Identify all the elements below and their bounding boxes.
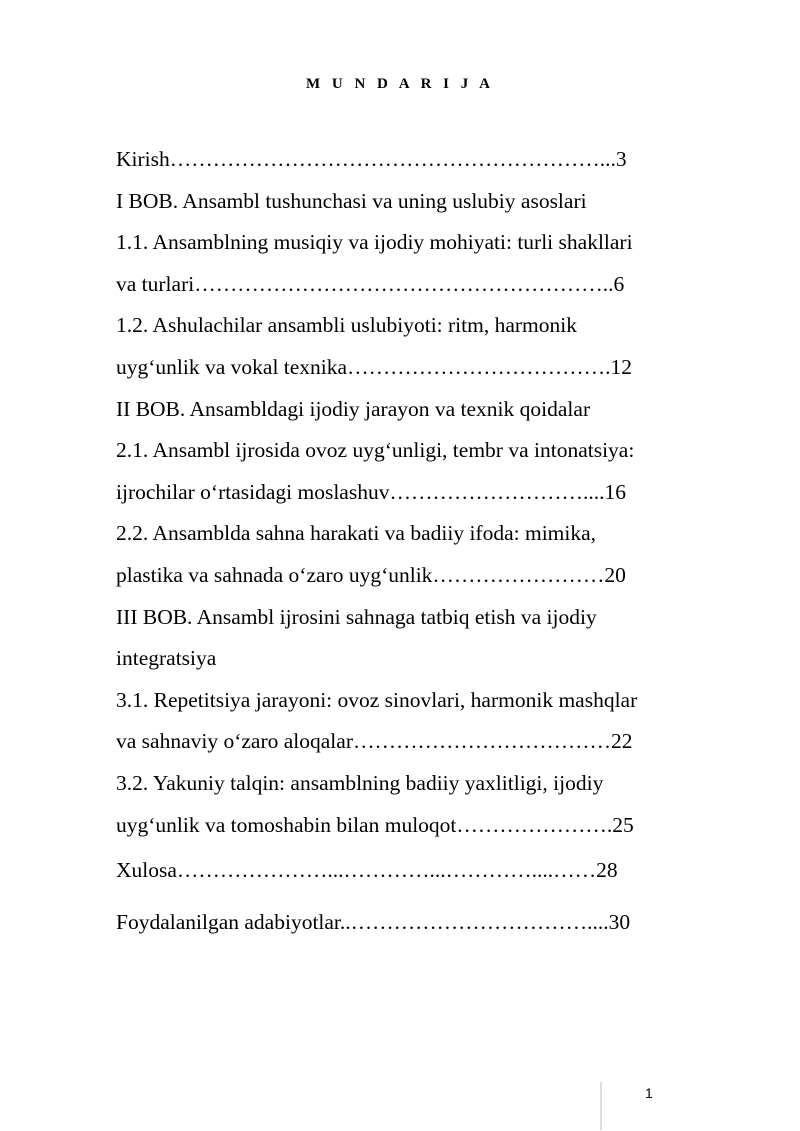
toc-section-1-2-line-2: uyg‘unlik va vokal texnika……………………………….12 xyxy=(116,354,632,379)
toc-section-1-1-line-1: 1.1. Ansamblning musiqiy va ijodiy mohiyati: turli shakllari xyxy=(116,230,633,255)
page-number: 1 xyxy=(645,1085,653,1101)
toc-section-3-1-line-2: va sahnaviy o‘zaro aloqalar………………………………22 xyxy=(116,729,633,754)
toc-chapter-3-heading-line-2: integratsiya xyxy=(116,646,217,671)
toc-section-2-2-line-1: 2.2. Ansamblda sahna harakati va badiiy ifoda: mimika, xyxy=(116,521,597,546)
table-of-contents xyxy=(116,143,716,947)
toc-section-3-1-line-1: 3.1. Repetitsiya jarayoni: ovoz sinovlari, harmonik mashqlar xyxy=(116,687,638,712)
toc-section-3-2-line-1: 3.2. Yakuniy talqin: ansamblning badiiy yaxlitligi, ijodiy xyxy=(116,770,604,795)
toc-section-1-1-line-2: va turlari…………………………………………………..6 xyxy=(116,271,625,296)
toc-entry-conclusion: Xulosa…………………...…………...…………....……28 xyxy=(116,858,618,883)
toc-section-2-2-line-2: plastika va sahnada o‘zaro uyg‘unlik……………………20 xyxy=(116,562,626,587)
toc-chapter-2-heading: II BOB. Ansambldagi ijodiy jarayon va texnik qoidalar xyxy=(116,396,591,421)
toc-chapter-3-heading-line-1: III BOB. Ansambl ijrosini sahnaga tatbiq etish va ijodiy xyxy=(116,604,597,629)
toc-section-1-2-line-1: 1.2. Ashulachilar ansambli uslubiyoti: ritm, harmonik xyxy=(116,313,578,338)
toc-chapter-1-heading: I BOB. Ansambl tushunchasi va uning uslubiy asoslari xyxy=(116,188,587,213)
page-title: M U N D A R I J A xyxy=(305,76,494,92)
footer-divider xyxy=(600,1082,602,1130)
toc-section-2-1-line-2: ijrochilar o‘rtasidagi moslashuv………………………....16 xyxy=(116,479,626,504)
toc-entry-references: Foydalanilgan adabiyotlar..……………………………....30 xyxy=(116,909,631,934)
toc-entry-introduction: Kirish……………………………………………………...3 xyxy=(116,147,627,171)
toc-section-3-2-line-2: uyg‘unlik va tomoshabin bilan muloqot………………….25 xyxy=(116,812,634,837)
toc-section-2-1-line-1: 2.1. Ansambl ijrosida ovoz uyg‘unligi, tembr va intonatsiya: xyxy=(116,438,635,463)
